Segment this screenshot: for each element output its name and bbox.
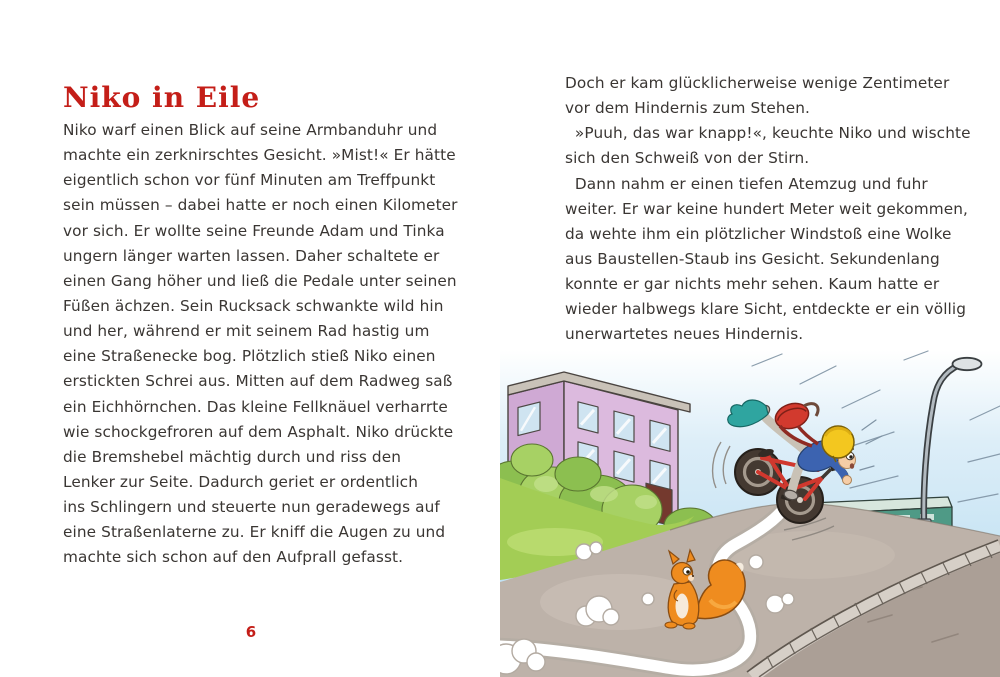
right-page-text [565,71,971,348]
text-line: eigentlich schon vor fünf Minuten am Treffpunkt [63,171,436,190]
text-line: und her, während er mit seinem Rad hastig um [63,322,430,341]
left-page-text [63,118,458,571]
text-line: sein müssen – dabei hatte er noch einen Kilometer [63,196,458,215]
text-line: »Puuh, das war knapp!«, keuchte Niko und wischte [565,124,971,143]
text-line: weiter. Er war keine hundert Meter weit gekommen, [565,199,969,218]
text-line: vor sich. Er wollte seine Freunde Adam und Tinka [63,221,445,240]
text-line: die Bremshebel mächtig durch und riss den [63,447,402,466]
text-line: eine Straßenlaterne zu. Er kniff die Augen zu und [63,523,446,542]
text-line: einen Gang höher und ließ die Pedale unter seinen [63,271,457,290]
chapter-title: Niko in Eile [63,80,261,114]
text-line: vor dem Hindernis zum Stehen. [565,99,810,118]
hand [843,476,852,485]
page-number: 6 [245,623,257,641]
text-line: machte ein zerknirschtes Gesicht. »Mist!« Er hätte [63,146,456,165]
lamp-head [953,358,982,370]
text-line: wieder halbwegs klare Sicht, entdeckte er ein völlig [565,300,967,319]
text-line: da wehte ihm ein plötzlicher Windstoß eine Wolke [565,224,952,243]
text-line: Doch er kam glücklicherweise wenige Zentimeter [565,74,950,92]
text-line: wie schockgefroren auf dem Asphalt. Niko drückte [63,422,454,441]
text-line: Lenker zur Seite. Dadurch geriet er ordentlich [63,472,418,491]
story-illustration [500,350,1000,677]
text-line: Dann nahm er einen tiefen Atemzug und fuhr [565,174,928,193]
text-line: unerwartetes neues Hindernis. [565,325,804,344]
text-line: machte sich schon auf den Aufprall gefasst. [63,548,404,567]
text-line: Niko warf einen Blick auf seine Armbanduhr und [63,121,438,139]
text-line: erstickten Schrei aus. Mitten auf dem Radweg saß [63,372,453,391]
text-line: ein Eichhörnchen. Das kleine Fellknäuel verharrte [63,397,448,416]
text-line: ins Schlingern und steuerte nun geradewegs auf [63,498,440,517]
text-line: Füßen ächzen. Sein Rucksack schwankte wild hin [63,296,444,315]
text-line: aus Baustellen-Staub ins Gesicht. Sekundenlang [565,249,940,268]
text-line: ungern länger warten lassen. Daher schaltete er [63,246,440,265]
text-line: konnte er gar nichts mehr sehen. Kaum hatte er [565,275,940,294]
squirrel-belly [676,594,689,619]
text-line: eine Straßenecke bog. Plötzlich stieß Niko einen [63,347,436,366]
text-line: sich den Schweiß von der Stirn. [565,149,810,168]
